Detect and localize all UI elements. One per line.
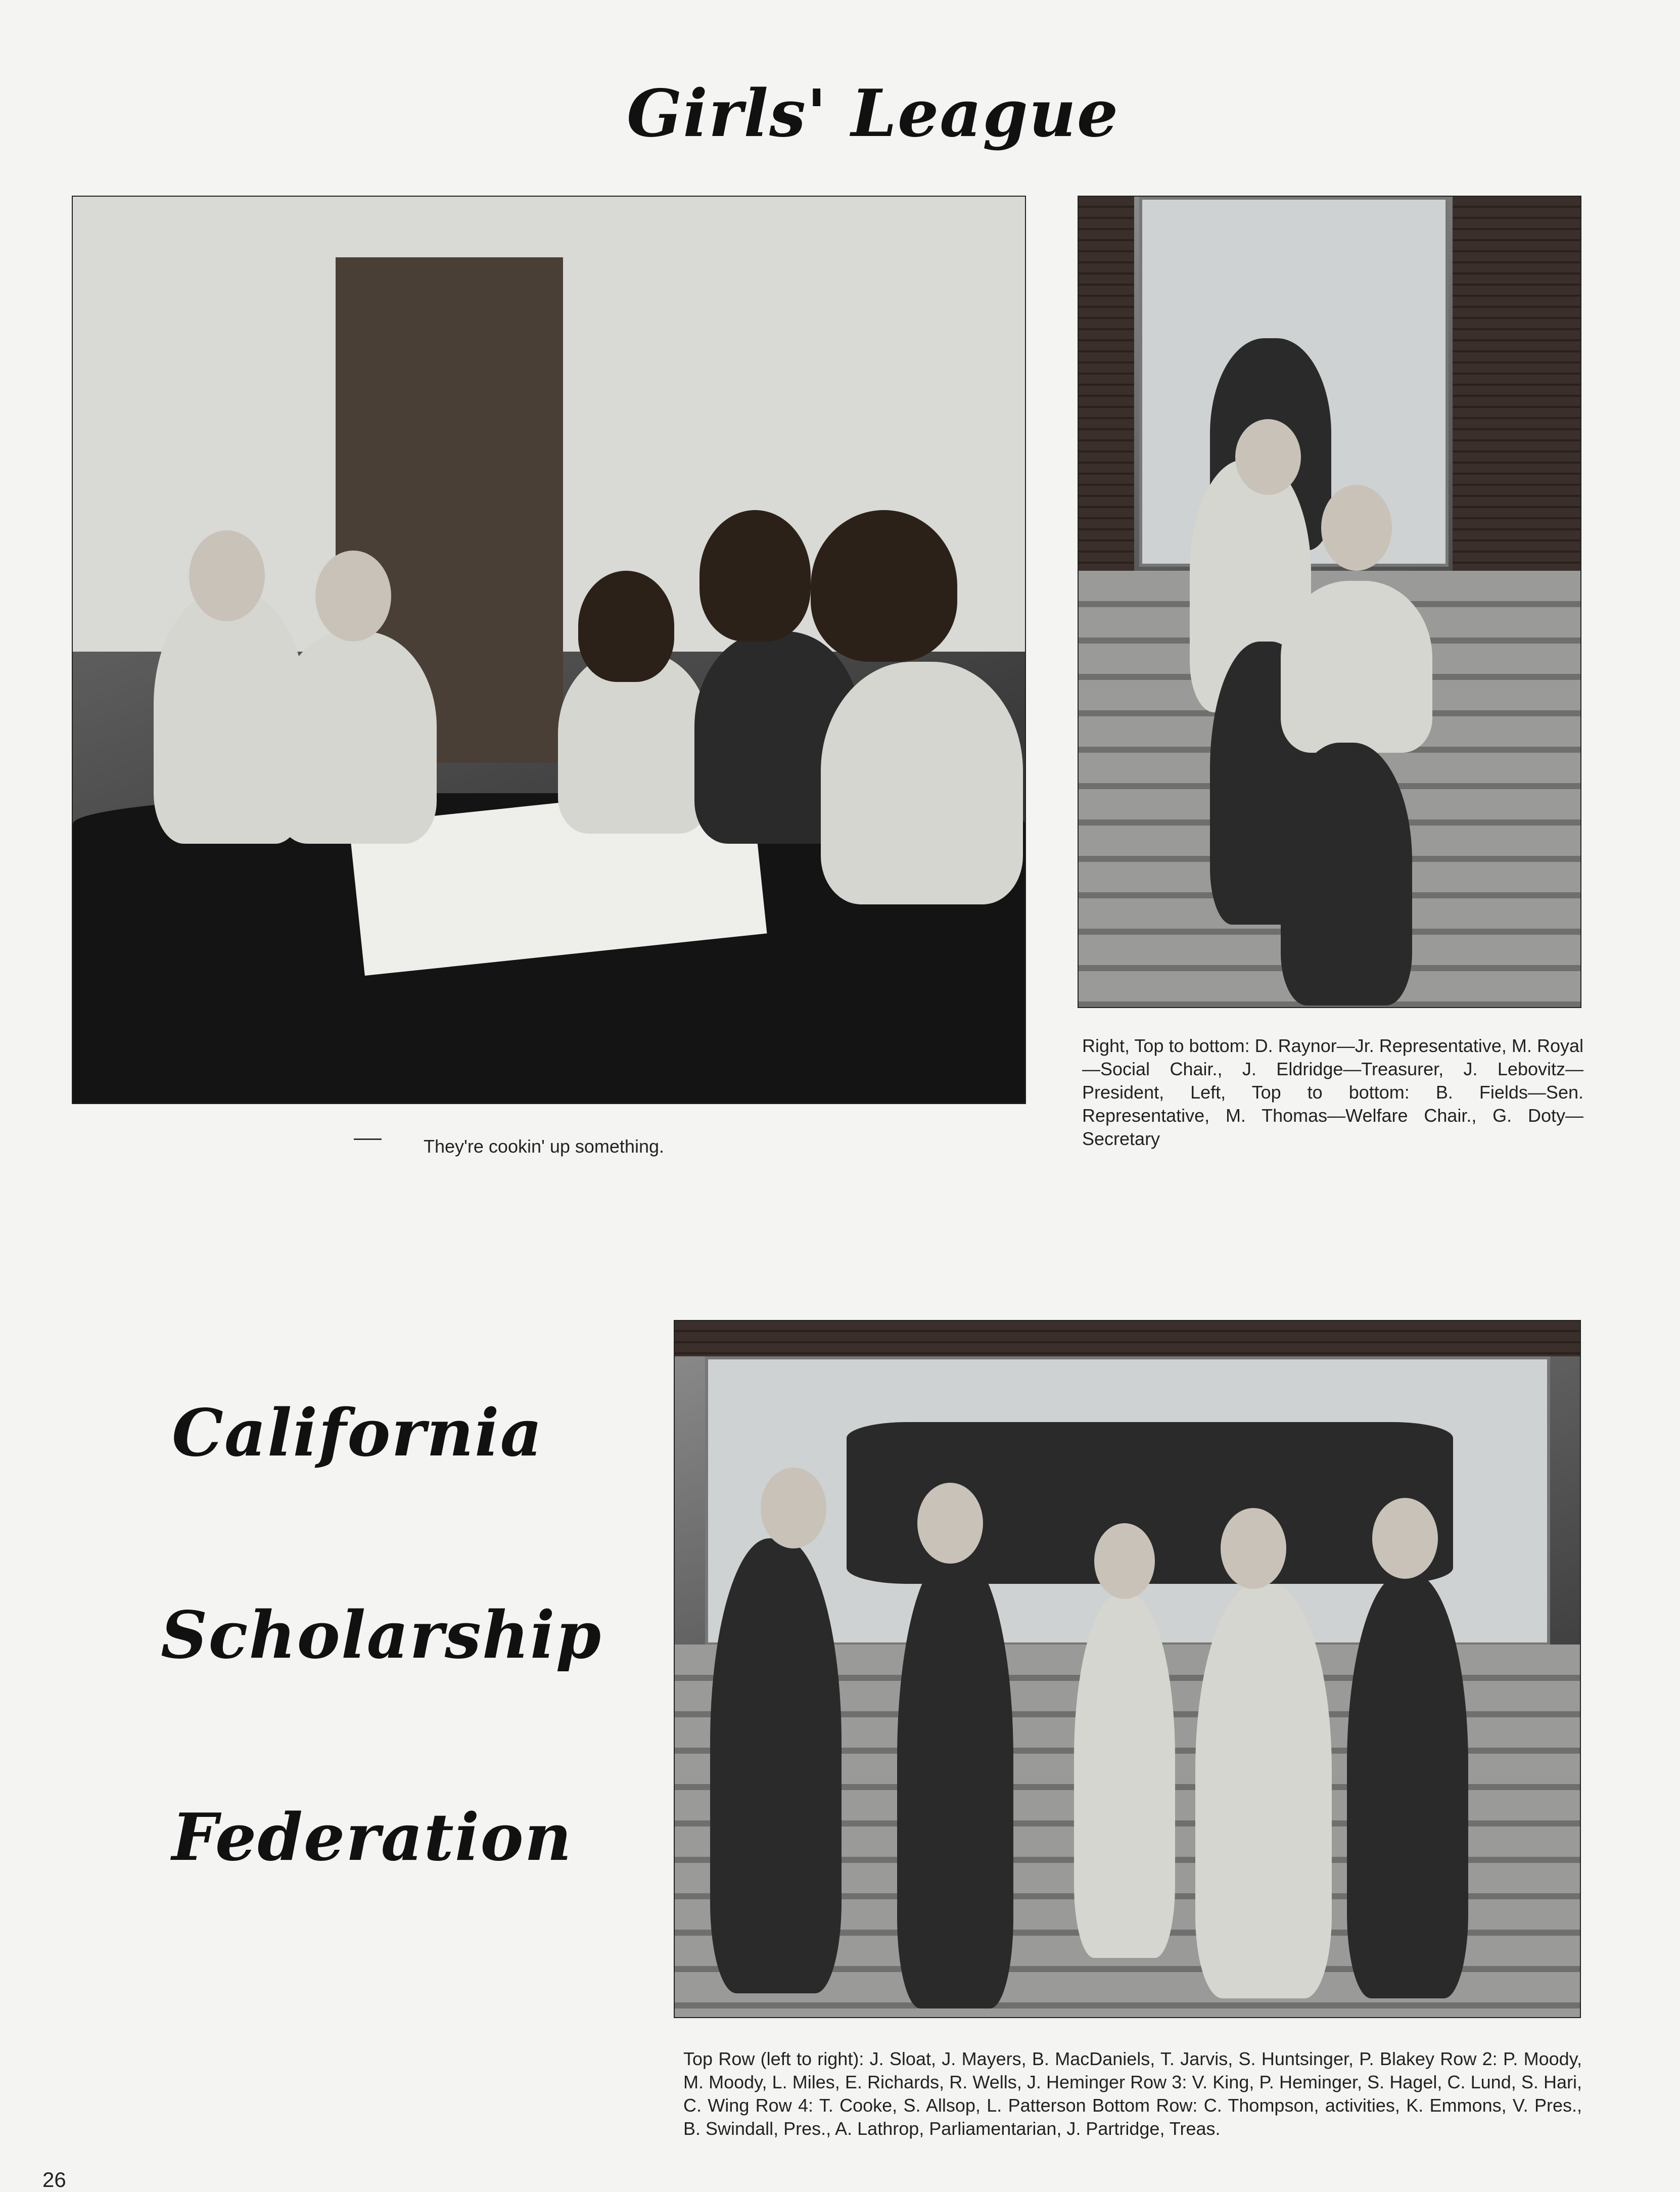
photo-head [917, 1483, 983, 1564]
group-caption: Top Row (left to right): J. Sloat, J. Mayers, B. MacDaniels, T. Jarvis, S. Huntsinger, P. Blakey Row 2: P. Moody, M. Moody, L. Miles, E. Richards, R. Wells, J. Heminger Row 3: V. King, P. Heminger, S. Hagel, C. Lund, S. Hari, C. Wing Row 4: T. Cooke, S. Allsop, L. Patterson Bottom Row: C. Thompson, activities, K. Emmons, V. Pres., B. Swindall, Pres., A. Lathrop, Parliamentarian, J. Partridge, Treas. [683, 2048, 1582, 2139]
photo-person [897, 1554, 1013, 2008]
photo-person [1074, 1594, 1175, 1958]
meeting-photo [72, 196, 1026, 1104]
photo-head [1321, 485, 1392, 571]
photo-person [1195, 1584, 1332, 1998]
photo-head [1235, 419, 1301, 495]
photo-head [1094, 1523, 1155, 1599]
photo-head [578, 571, 674, 682]
photo-person [821, 662, 1023, 904]
photo-brick-wall [1453, 197, 1580, 581]
section-heading-line2: Scholarship [161, 1597, 602, 1673]
photo-person [1281, 581, 1432, 753]
officers-photo [1078, 196, 1581, 1008]
photo-head [811, 510, 957, 662]
photo-head [699, 510, 811, 642]
photo-head [1372, 1498, 1438, 1579]
section-heading-line3: Federation [172, 1800, 573, 1876]
meeting-caption: They're cookin' up something. [424, 1136, 664, 1157]
photo-person [710, 1538, 842, 1993]
section-heading-line1: California [172, 1395, 543, 1471]
page-number: 26 [42, 2168, 66, 2191]
photo-roof [675, 1321, 1580, 1356]
photo-person [1281, 743, 1412, 1006]
photo-person [275, 631, 437, 844]
page-title: Girls' League [627, 76, 1119, 152]
photo-brick-wall [1079, 197, 1134, 581]
group-photo [674, 1320, 1581, 2018]
photo-person [1347, 1574, 1468, 1998]
caption-dash [354, 1138, 382, 1140]
photo-head [1221, 1508, 1286, 1589]
photo-head [315, 551, 391, 642]
officers-caption: Right, Top to bottom: D. Raynor—Jr. Representative, M. Royal—Social Chair., J. Eldridge—Treasurer, J. Lebovitz—President, Left, Top to bottom: B. Fields—Sen. Representative, M. Thomas—Welfare Chair., G. Doty—Secretary [1082, 1035, 1583, 1149]
photo-head [761, 1468, 826, 1548]
photo-head [189, 530, 265, 621]
